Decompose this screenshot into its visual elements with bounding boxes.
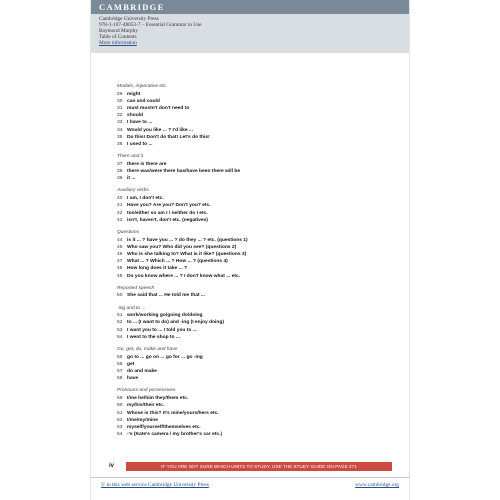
unit-title: isn't, haven't, don't etc. (negatives) xyxy=(127,217,208,223)
unit-title: can and could xyxy=(127,98,160,104)
unit-number: 58 xyxy=(117,376,123,382)
footer-divider xyxy=(91,477,409,478)
unit-number: 50 xyxy=(117,293,123,299)
unit-title: should xyxy=(127,113,144,119)
toc-entry[interactable] xyxy=(117,375,397,382)
table-of-contents xyxy=(117,84,397,438)
unit-number: 46 xyxy=(117,251,123,257)
unit-title: I/me/my/mine xyxy=(127,417,158,423)
toc-entry[interactable] xyxy=(117,265,397,272)
toc-entry[interactable] xyxy=(117,319,397,326)
unit-number: 61 xyxy=(117,410,123,416)
unit-number: 47 xyxy=(117,259,123,265)
section-label: Table of Contents xyxy=(99,34,137,41)
unit-number: 39 xyxy=(117,176,123,182)
toc-entry[interactable] xyxy=(117,424,397,431)
unit-title: have xyxy=(127,376,139,382)
unit-number: 53 xyxy=(117,327,123,333)
unit-title: Who is she talking to? What is it like? (questions 3) xyxy=(127,251,247,257)
unit-title: work/working go/going do/doing xyxy=(127,313,203,319)
toc-entry[interactable] xyxy=(117,417,397,424)
unit-number: 37 xyxy=(117,161,123,167)
unit-number: 42 xyxy=(117,210,123,216)
toc-entry[interactable] xyxy=(117,244,397,251)
toc-entry[interactable] xyxy=(117,334,397,341)
toc-entry[interactable] xyxy=(117,210,397,217)
toc-entry[interactable] xyxy=(117,395,397,402)
unit-number: 30 xyxy=(117,98,123,104)
unit-number: 59 xyxy=(117,396,123,402)
unit-title: I went to the shop to ... xyxy=(127,334,180,340)
unit-title: -'s (Kate's camera / my brother's car etc.) xyxy=(127,432,223,438)
unit-title: my/his/their etc. xyxy=(127,403,165,409)
toc-entry[interactable] xyxy=(117,292,397,299)
unit-number: 63 xyxy=(117,424,123,430)
unit-number: 29 xyxy=(117,91,123,97)
study-guide-banner: IF YOU ARE NOT SURE WHICH UNITS TO STUDY, USE THE STUDY GUIDE ON PAGE 271 xyxy=(126,462,392,471)
section-title: Auxiliary verbs xyxy=(117,188,149,194)
unit-title: How long does it take ... ? xyxy=(127,266,188,272)
toc-entry[interactable] xyxy=(117,127,397,134)
unit-number: 48 xyxy=(117,266,123,272)
toc-entry[interactable] xyxy=(117,195,397,202)
toc-entry[interactable] xyxy=(117,354,397,361)
unit-title: too/either so am I / neither do I etc. xyxy=(127,210,208,216)
toc-entry[interactable] xyxy=(117,134,397,141)
unit-number: 57 xyxy=(117,369,123,375)
unit-title: myself/yourself/themselves etc. xyxy=(127,424,201,430)
copyright-link[interactable]: © in this web service Cambridge University Press xyxy=(101,482,209,488)
publisher-header xyxy=(91,0,409,53)
unit-title: Have you? Are you? Don't you? etc. xyxy=(127,203,211,209)
toc-entry[interactable] xyxy=(117,312,397,319)
unit-title: it ... xyxy=(127,176,136,182)
unit-title: What ... ? Which ... ? How ... ? (questions 4) xyxy=(127,259,228,265)
section-title: Reported speech xyxy=(117,285,155,291)
unit-number: 35 xyxy=(117,134,123,140)
toc-entry[interactable] xyxy=(117,402,397,409)
unit-title: do and make xyxy=(127,369,157,375)
unit-title: there is there are xyxy=(127,161,167,167)
isbn-title: 978-1-107-48053-7 – Essential Grammar in Use xyxy=(99,22,202,29)
toc-entry[interactable] xyxy=(117,168,397,175)
unit-title: I/me he/him they/them etc. xyxy=(127,396,189,402)
unit-title: I want you to ... I told you to ... xyxy=(127,327,197,333)
unit-number: 62 xyxy=(117,417,123,423)
toc-entry[interactable] xyxy=(117,119,397,126)
unit-title: to ... (I want to do) and -ing (I enjoy doing) xyxy=(127,320,224,326)
unit-title: Whose is this? It's mine/yours/hers etc. xyxy=(127,410,219,416)
unit-number: 41 xyxy=(117,203,123,209)
section-title: Pronouns and possessives xyxy=(117,388,176,394)
unit-title: might xyxy=(127,91,141,97)
toc-entry[interactable] xyxy=(117,431,397,438)
website-link[interactable]: www.cambridge.org xyxy=(355,482,399,488)
unit-title: Who saw you? Who did you see? (questions 2) xyxy=(127,244,237,250)
toc-entry[interactable] xyxy=(117,410,397,417)
toc-entry[interactable] xyxy=(117,273,397,280)
page-number: iv xyxy=(109,463,115,469)
unit-title: there was/were there has/have been there will be xyxy=(127,169,241,175)
toc-entry[interactable] xyxy=(117,175,397,182)
unit-number: 49 xyxy=(117,273,123,279)
unit-number: 43 xyxy=(117,217,123,223)
unit-number: 64 xyxy=(117,432,123,438)
unit-title: go to ... go on ... go for ... go -ing xyxy=(127,354,203,360)
unit-title: get xyxy=(127,361,135,367)
toc-entry[interactable] xyxy=(117,98,397,105)
unit-number: 44 xyxy=(117,237,123,243)
unit-title: I have to ... xyxy=(127,120,153,126)
unit-number: 36 xyxy=(117,142,123,147)
section-title: Modals, imperative etc. xyxy=(117,84,168,89)
unit-title: I am, I don't etc. xyxy=(127,196,164,202)
unit-number: 55 xyxy=(117,354,123,360)
section-title: There and it xyxy=(117,154,144,160)
toc-entry[interactable] xyxy=(117,112,397,119)
unit-number: 56 xyxy=(117,361,123,367)
toc-entry[interactable] xyxy=(117,141,397,148)
toc-entry[interactable] xyxy=(117,361,397,368)
unit-number: 51 xyxy=(117,313,123,319)
unit-title: Would you like ... ? I'd like ... xyxy=(127,127,194,133)
toc-entry[interactable] xyxy=(117,237,397,244)
section-title: -ing and to ... xyxy=(117,305,146,311)
publisher-name: Cambridge University Press xyxy=(99,16,159,22)
toc-entry[interactable] xyxy=(117,368,397,375)
unit-title: must mustn't don't need to xyxy=(127,106,190,112)
unit-number: 60 xyxy=(117,403,123,409)
unit-number: 33 xyxy=(117,120,123,126)
unit-title: Do you know where ... ? I don't know what ... etc. xyxy=(127,273,241,279)
unit-number: 52 xyxy=(117,320,123,326)
author: Raymond Murphy xyxy=(99,28,138,35)
toc-entry[interactable] xyxy=(117,258,397,265)
unit-number: 31 xyxy=(117,106,123,112)
more-information-link[interactable]: More information xyxy=(99,40,137,47)
book-info xyxy=(99,16,202,46)
toc-entry[interactable] xyxy=(117,202,397,209)
unit-number: 40 xyxy=(117,196,123,202)
unit-number: 32 xyxy=(117,113,123,119)
unit-number: 38 xyxy=(117,169,123,175)
toc-entry[interactable] xyxy=(117,105,397,112)
unit-number: 54 xyxy=(117,334,123,340)
unit-title: Do this! Don't do that! Let's do this! xyxy=(127,134,210,140)
unit-title: I used to ... xyxy=(127,142,153,147)
section-title: Questions xyxy=(117,229,140,235)
unit-number: 45 xyxy=(117,244,123,250)
toc-entry[interactable] xyxy=(117,327,397,334)
section-title: Go, get, do, make and have xyxy=(117,347,178,352)
unit-number: 34 xyxy=(117,127,123,133)
unit-title: She said that ... He told me that ... xyxy=(127,293,205,299)
unit-title: is it ... ? have you ... ? do they ... ? etc. (questions 1) xyxy=(127,237,248,243)
toc-entry[interactable] xyxy=(117,91,397,98)
publisher-logo: CAMBRIDGE xyxy=(91,0,409,14)
toc-entry[interactable] xyxy=(117,251,397,258)
toc-entry[interactable] xyxy=(117,161,397,168)
book-page xyxy=(91,0,409,500)
toc-entry[interactable] xyxy=(117,217,397,224)
